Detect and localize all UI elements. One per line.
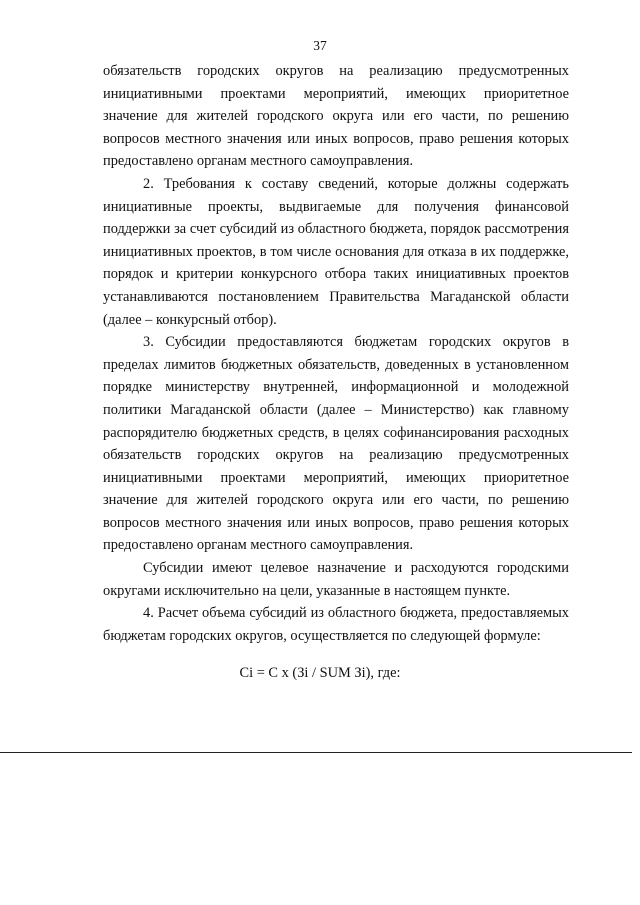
paragraph-item-2: 2. Требования к составу сведений, которые должны содержать инициативные проекты, выдвигаемые для получения финансовой поддержки за счет субсидий из областного бюджета, порядок рассмотрения инициативных проектов, в том числе основания для отказа в их поддержке, порядок и критерии конкурсного отбора таких инициативных проектов устанавливаются постановлением Правительства Магаданской области (далее – конкурсный отбор). [103,175,569,328]
formula: Ci = C x (Зi / SUM Зi), где: [239,665,401,681]
horizontal-divider [0,752,632,753]
paragraph-continuation: обязательств городских округов на реализацию предусмотренных инициативными проектами мероприятий, имеющих приоритетное значение для жителей городского округа или его части, по решению вопросов местного значения или иных вопросов, право решения которых предоставлено органам местного самоуправления. [103,63,569,170]
paragraph-item-3: 3. Субсидии предоставляются бюджетам городских округов в пределах лимитов бюджетных обязательств, доведенных в установленном порядке министерству внутренней, информационной и молодежной политики Магаданской области (далее – Министерство) как главному распорядителю бюджетных средств, в целях софинансирования расходных обязательств городских округов на реализацию предусмотренных инициативными проектами мероприятий, имеющих приоритетное значение для жителей городского округа или его части, по решению вопросов местного значения или иных вопросов, право решения которых предоставлено органам местного самоуправления. [103,334,569,554]
paragraph-item-4: 4. Расчет объема субсидий из областного бюджета, предоставляемых бюджетам городских округов, осуществляется по следующей формуле: [103,605,569,644]
paragraph-subsidy-purpose: Субсидии имеют целевое назначение и расходуются городскими округами исключительно на цели, указанные в настоящем пункте. [103,560,569,599]
document-body [103,60,569,647]
page-number: 37 [313,38,327,53]
